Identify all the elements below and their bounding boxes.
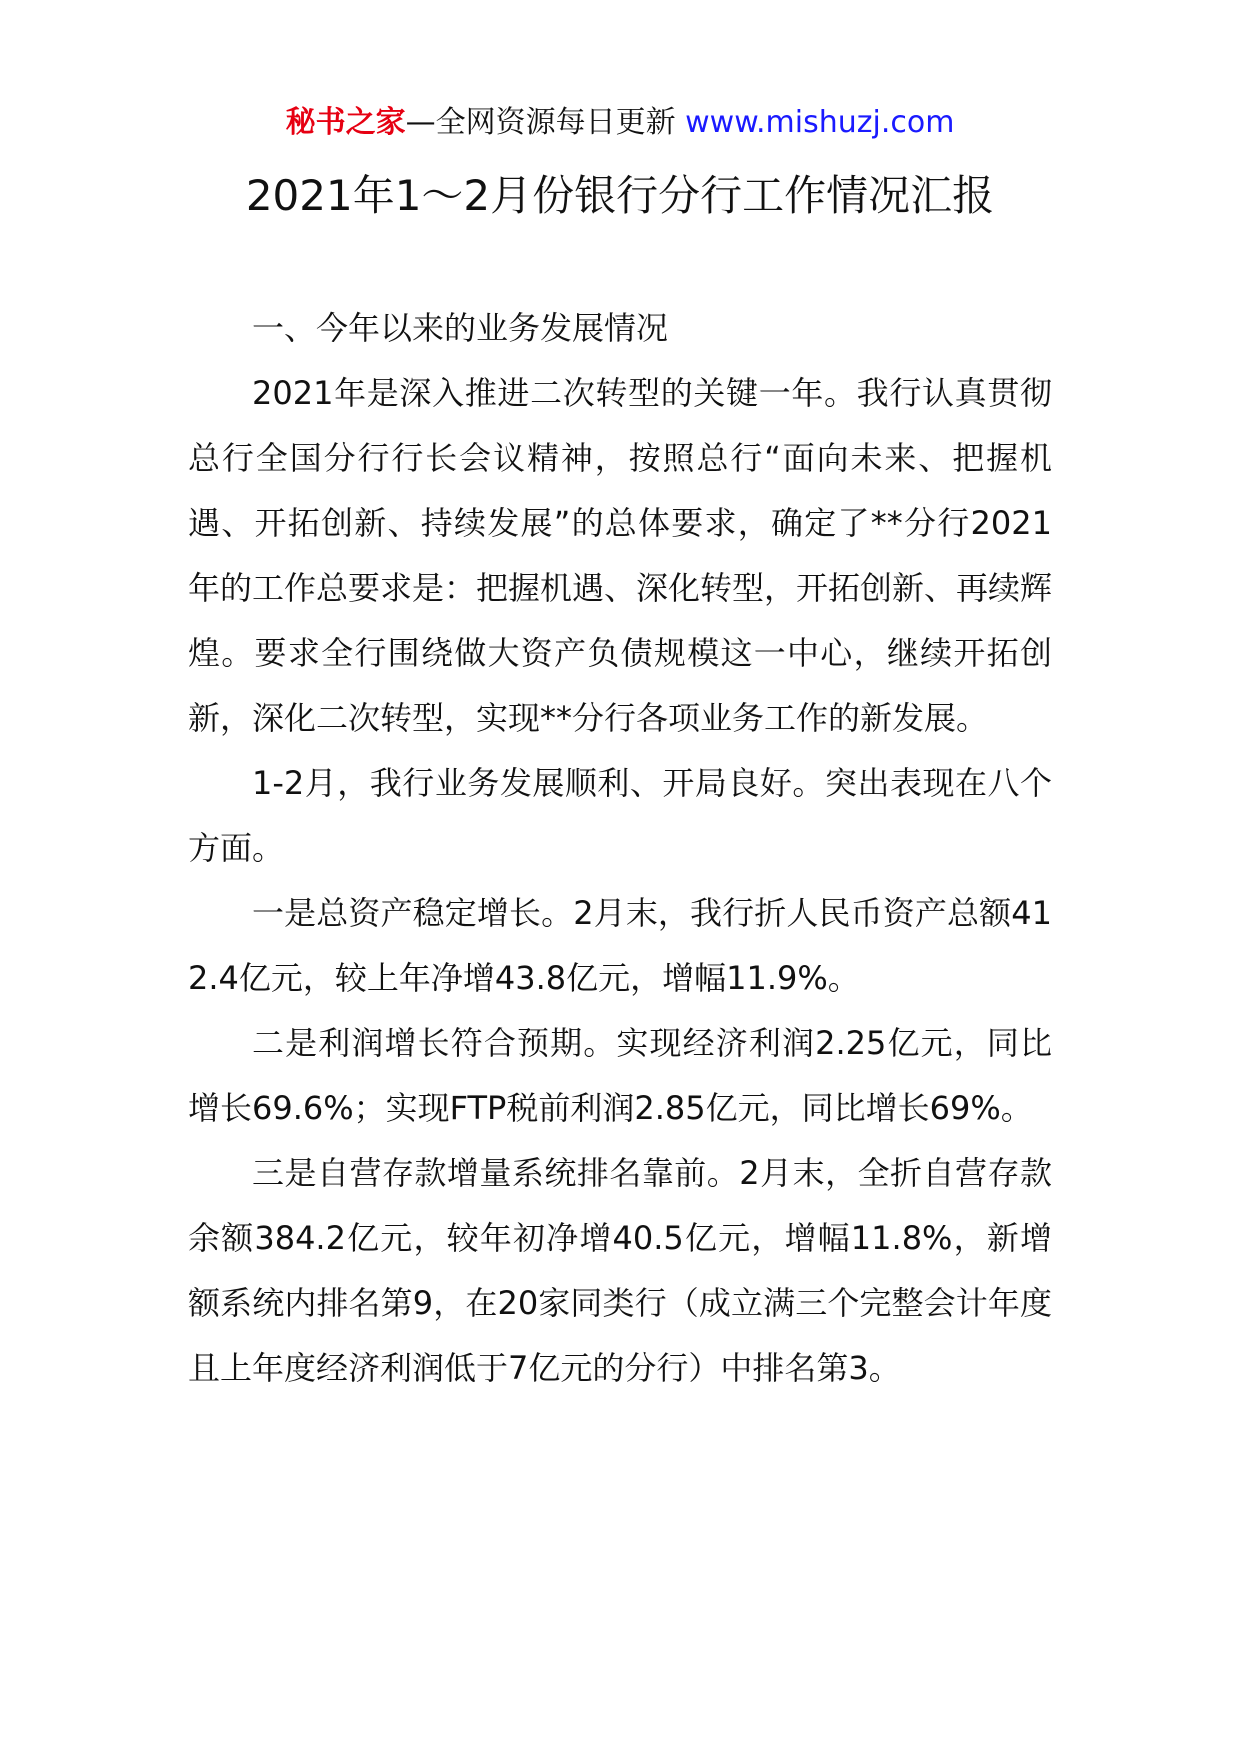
brand-name: 秘书之家 (285, 105, 406, 140)
body-paragraph: 1-2月，我行业务发展顺利、开局良好。突出表现在八个方面。 (188, 764, 1052, 867)
section-heading: 一、今年以来的业务发展情况 (252, 309, 669, 347)
site-header (0, 100, 1240, 146)
body-paragraph: 二是利润增长符合预期。实现经济利润2.25亿元，同比增长69.6%；实现FTP税前利润2.85亿元，同比增长69%。 (188, 1024, 1052, 1127)
body-paragraph: 2021年是深入推进二次转型的关键一年。我行认真贯彻总行全国分行行长会议精神，按照总行“面向未来、把握机遇、开拓创新、持续发展”的总体要求，确定了**分行2021年的工作总要求是：把握机遇、深化转型，开拓创新、再续辉煌。要求全行围绕做大资产负债规模这一中心，继续开拓创新，深化二次转型，实现**分行各项业务工作的新发展。 (188, 374, 1053, 737)
site-url-link[interactable]: www.mishuzj.com (685, 105, 955, 140)
document-title: 2021年1～2月份银行分行工作情况汇报 (245, 171, 995, 220)
body-paragraph: 三是自营存款增量系统排名靠前。2月末，全折自营存款余额384.2亿元，较年初净增40.5亿元，增幅11.8%，新增额系统内排名第9，在20家同类行（成立满三个完整会计年度且上年度经济利润低于7亿元的分行）中排名第3。 (188, 1154, 1052, 1387)
body-paragraph: 一是总资产稳定增长。2月末，我行折人民币资产总额412.4亿元，较上年净增43.8亿元，增幅11.9%。 (188, 894, 1052, 997)
header-tagline: —全网资源每日更新 (405, 105, 686, 140)
document-body (188, 296, 1052, 1401)
